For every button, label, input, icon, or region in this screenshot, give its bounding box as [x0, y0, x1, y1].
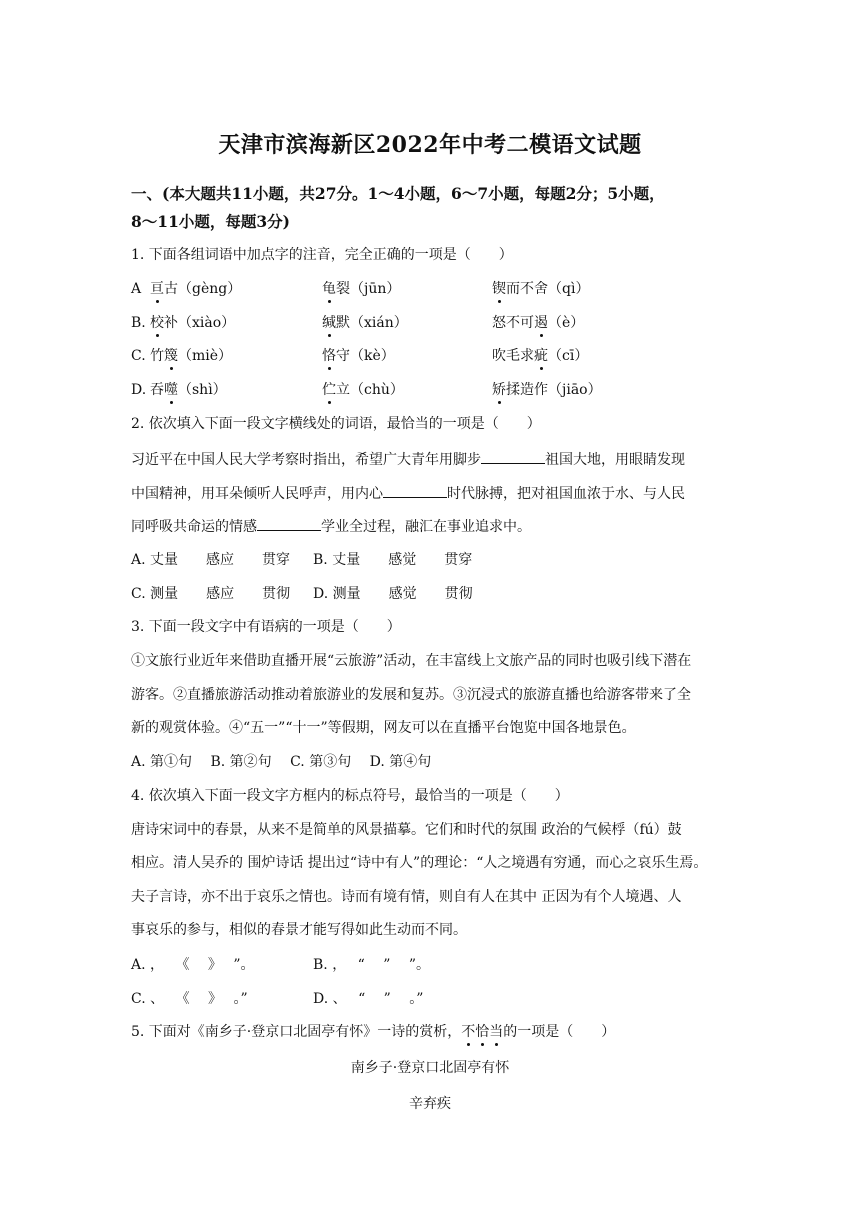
word-text: 揉造作（jiāo）: [506, 382, 602, 398]
question-2-passage-line: [131, 449, 685, 470]
question-3-options: A. 第①句 B. 第②句 C. 第③句 D. 第④句: [131, 754, 432, 770]
option-c: C. 、 《 》 。”: [131, 991, 248, 1007]
dotted-character: 噬: [164, 382, 178, 398]
option-word: [492, 279, 589, 299]
word-text: （miè）: [178, 348, 233, 364]
dotted-character: 矫: [492, 382, 506, 398]
section-heading-cont: 8～11小题，每题3分): [131, 212, 290, 231]
word-text: 古（gèng）: [164, 281, 242, 297]
page-title: 天津市滨海新区2022年中考二模语文试题: [218, 132, 642, 158]
passage-text: 祖国大地，用眼睛发现: [545, 452, 685, 468]
question-3-passage-line: ①文旅行业近年来借助直播开展“云旅游”活动，在丰富线上文旅产品的同时也吸引线下潜在: [131, 653, 692, 669]
passage-text: 习近平在中国人民大学考察时指出，希望广大青年用脚步: [131, 452, 481, 468]
option-word: [150, 346, 232, 366]
passage-text: 时代脉搏，把对祖国血浓于水、与人民: [447, 486, 685, 502]
question-4-passage-line: 夫子言诗，亦不出于哀乐之情也。诗而有境有情，则自有人在其中 正因为有个人境遇、人: [131, 889, 682, 905]
option-word: [322, 380, 404, 400]
option-d: D. 测量 感觉 贯彻: [313, 586, 473, 602]
option-word: [322, 279, 400, 299]
option-word: [492, 313, 584, 333]
fill-blank: [481, 449, 545, 464]
dotted-character: 恰: [475, 1024, 490, 1040]
dotted-character: 缄: [322, 315, 336, 331]
option-a: A. ， 《 》 ”。: [131, 957, 255, 973]
question-5-stem: [131, 1022, 615, 1042]
word-text: 吞: [150, 382, 164, 398]
passage-text: 学业全过程，融汇在事业追求中。: [321, 519, 531, 535]
dotted-character: 亘: [150, 281, 164, 297]
question-2-passage-line: [131, 516, 531, 537]
word-text: 竹: [150, 348, 164, 364]
option-word: [150, 279, 241, 299]
option-c: C. 测量 感应 贯彻: [131, 586, 291, 602]
option-word: [322, 346, 395, 366]
question-3-passage-line: 新的观赏体验。④“五一”“十一”等假期，网友可以在直播平台饱览中国各地景色。: [131, 720, 636, 736]
passage-text: 同呼吸共命运的情感: [131, 519, 257, 535]
question-4-passage-line: 相应。清人吴乔的 围炉诗话 提出过“诗中有人”的理论：“人之境遇有穷通，而心之哀乐生焉。: [131, 855, 708, 871]
poem-title: 南乡子·登京口北固亭有怀: [350, 1060, 510, 1076]
question-3-stem: 3. 下面一段文字中有语病的一项是（ ）: [131, 619, 401, 635]
dotted-character: 遏: [534, 315, 548, 331]
option-a: A. 丈量 感应 贯穿: [131, 552, 291, 568]
option-word: [150, 380, 227, 400]
section-heading: 一、(本大题共11小题，共27分。1～4小题，6～7小题，每题2分；5小题，: [131, 184, 665, 203]
dotted-character: 恪: [322, 348, 336, 364]
dotted-character: 不: [461, 1024, 476, 1040]
emphasis-text: [461, 1024, 503, 1040]
word-text: （shì）: [178, 382, 227, 398]
dotted-character: 疵: [534, 348, 548, 364]
word-text: 默（xián）: [336, 315, 408, 331]
dotted-character: 校: [150, 315, 164, 331]
dotted-character: 当: [489, 1024, 504, 1040]
fill-blank: [257, 516, 321, 531]
option-word: [492, 380, 602, 400]
fill-blank: [383, 483, 447, 498]
option-b: B. 丈量 感觉 贯穿: [313, 552, 473, 568]
passage-text: 中国精神，用耳朵倾听人民呼声，用内心: [131, 486, 383, 502]
word-text: 吹毛求: [492, 348, 534, 364]
option-label: C.: [131, 348, 146, 364]
option-label: B.: [131, 315, 146, 331]
poem-author: 辛弃疾: [409, 1096, 451, 1112]
word-text: 而不舍（qì）: [506, 281, 590, 297]
dotted-character: 伫: [322, 382, 336, 398]
word-text: 裂（jūn）: [336, 281, 401, 297]
question-4-passage-line: 事哀乐的参与，相似的春景才能写得如此生动而不同。: [131, 922, 467, 938]
option-d: D. 、 “ ” 。”: [313, 991, 424, 1007]
question-2-passage-line: [131, 483, 685, 504]
option-label: D.: [131, 382, 147, 398]
word-text: 守（kè）: [336, 348, 395, 364]
word-text: 补（xiào）: [164, 315, 236, 331]
option-word: [150, 313, 235, 333]
stem-text: 的一项是（ ）: [503, 1024, 616, 1040]
question-4-stem: 4. 依次填入下面一段文字方框内的标点符号，最恰当的一项是（ ）: [131, 788, 569, 804]
dotted-character: 篾: [164, 348, 178, 364]
option-b: B. ， “ ” ”。: [313, 957, 431, 973]
dotted-character: 锲: [492, 281, 506, 297]
word-text: 怒不可: [492, 315, 534, 331]
question-4-passage-line: 唐诗宋词中的春景，从来不是简单的风景描摹。它们和时代的氛围 政治的气候桴（fú）鼓: [131, 822, 682, 838]
question-3-passage-line: 游客。②直播旅游活动推动着旅游业的发展和复苏。③沉浸式的旅游直播也给游客带来了全: [131, 687, 691, 703]
option-label: A: [131, 281, 142, 297]
option-word: [322, 313, 408, 333]
question-1-stem: 1. 下面各组词语中加点字的注音，完全正确的一项是（ ）: [131, 247, 513, 263]
option-word: [492, 346, 588, 366]
word-text: 立（chù）: [336, 382, 404, 398]
word-text: （è）: [548, 315, 585, 331]
stem-text: 5. 下面对《南乡子·登京口北固亭有怀》一诗的赏析，: [131, 1024, 462, 1040]
word-text: （cī）: [548, 348, 589, 364]
dotted-character: 龟: [322, 281, 336, 297]
question-2-stem: 2. 依次填入下面一段文字横线处的词语，最恰当的一项是（ ）: [131, 416, 541, 432]
